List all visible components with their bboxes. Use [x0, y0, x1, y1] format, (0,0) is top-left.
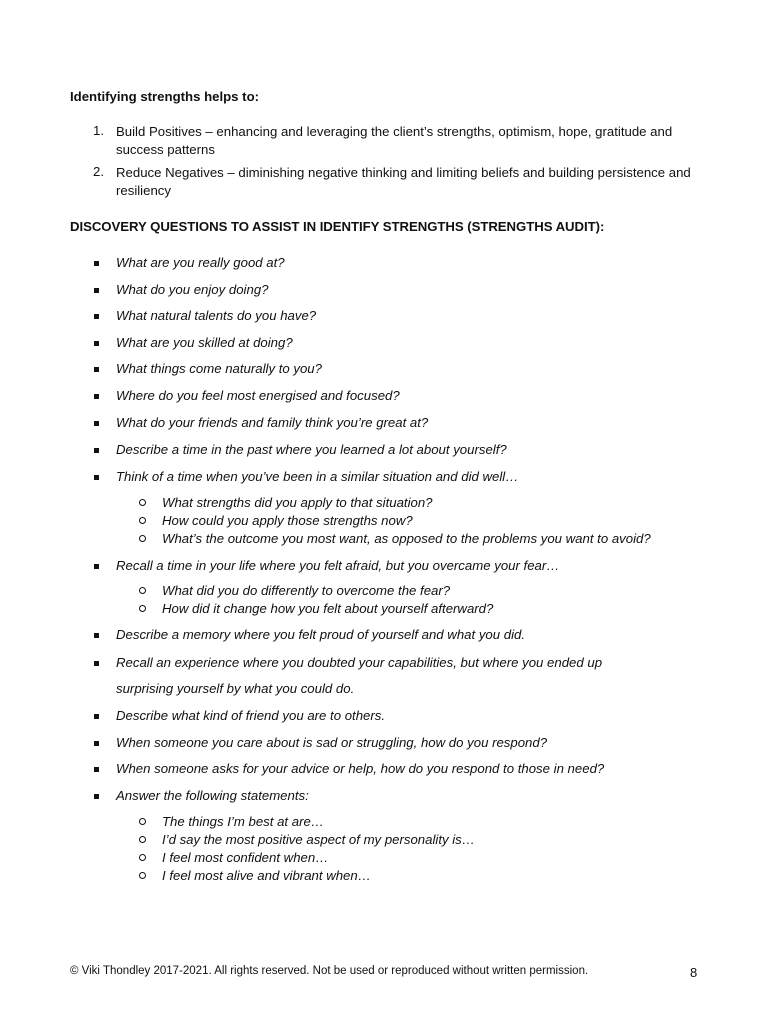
- square-bullet-icon: [94, 421, 99, 426]
- intro-heading: Identifying strengths helps to:: [70, 89, 260, 104]
- circle-bullet-icon: [139, 587, 146, 594]
- square-bullet-icon: [94, 767, 99, 772]
- square-bullet-icon: [94, 288, 99, 293]
- question-text: What do you enjoy doing?: [116, 282, 269, 297]
- sub-item-text: What’s the outcome you most want, as opposed to the problems you want to avoid?: [162, 531, 651, 546]
- sub-item-text: The things I’m best at are…: [162, 814, 324, 829]
- square-bullet-icon: [94, 314, 99, 319]
- question-text: What are you really good at?: [116, 255, 285, 270]
- item-text: Reduce Negatives – diminishing negative thinking and limiting beliefs and building persistence and resiliency: [116, 165, 691, 198]
- sub-item-text: How could you apply those strengths now?: [162, 513, 413, 528]
- question-text: Recall an experience where you doubted your capabilities, but where you ended up: [116, 655, 603, 670]
- circle-bullet-icon: [139, 605, 146, 612]
- sub-item-text: How did it change how you felt about yourself afterward?: [162, 601, 494, 616]
- sub-item-text: I’d say the most positive aspect of my personality is…: [162, 832, 475, 847]
- question-text: Recall a time in your life where you felt afraid, but you overcame your fear…: [116, 558, 560, 573]
- question-text: What are you skilled at doing?: [116, 335, 293, 350]
- circle-bullet-icon: [139, 499, 146, 506]
- item-text: Build Positives – enhancing and leveraging the client’s strengths, optimism, hope, gratitude and success patterns: [116, 124, 673, 157]
- question-text: Describe a time in the past where you learned a lot about yourself?: [116, 442, 507, 457]
- square-bullet-icon: [94, 794, 99, 799]
- circle-bullet-icon: [139, 517, 146, 524]
- square-bullet-icon: [94, 714, 99, 719]
- circle-bullet-icon: [139, 872, 146, 879]
- square-bullet-icon: [94, 261, 99, 266]
- question-text: surprising yourself by what you could do.: [116, 681, 355, 696]
- circle-bullet-icon: [139, 854, 146, 861]
- page-number: 8: [690, 965, 698, 980]
- square-bullet-icon: [94, 448, 99, 453]
- question-text: What natural talents do you have?: [116, 308, 317, 323]
- square-bullet-icon: [94, 564, 99, 569]
- discovery-heading: DISCOVERY QUESTIONS TO ASSIST IN IDENTIFY STRENGTHS (STRENGTHS AUDIT):: [70, 219, 605, 234]
- question-text: When someone asks for your advice or help, how do you respond to those in need?: [116, 761, 605, 776]
- item-number: 1.: [93, 123, 104, 138]
- sub-item-text: I feel most confident when…: [162, 850, 329, 865]
- sub-item-text: What strengths did you apply to that situation?: [162, 495, 433, 510]
- square-bullet-icon: [94, 341, 99, 346]
- question-text: Describe what kind of friend you are to others.: [116, 708, 386, 723]
- question-text: Where do you feel most energised and focused?: [116, 388, 400, 403]
- square-bullet-icon: [94, 367, 99, 372]
- circle-bullet-icon: [139, 818, 146, 825]
- square-bullet-icon: [94, 741, 99, 746]
- sub-item-text: What did you do differently to overcome the fear?: [162, 583, 451, 598]
- circle-bullet-icon: [139, 836, 146, 843]
- square-bullet-icon: [94, 661, 99, 666]
- square-bullet-icon: [94, 394, 99, 399]
- question-text: Think of a time when you’ve been in a similar situation and did well…: [116, 469, 519, 484]
- question-text: Describe a memory where you felt proud of yourself and what you did.: [116, 627, 526, 642]
- question-text: What things come naturally to you?: [116, 361, 322, 376]
- sub-item-text: I feel most alive and vibrant when…: [162, 868, 371, 883]
- question-text: What do your friends and family think you’re great at?: [116, 415, 429, 430]
- circle-bullet-icon: [139, 535, 146, 542]
- square-bullet-icon: [94, 633, 99, 638]
- square-bullet-icon: [94, 475, 99, 480]
- copyright-footer: © Viki Thondley 2017-2021. All rights reserved. Not be used or reproduced without written permission.: [70, 965, 589, 977]
- question-text: Answer the following statements:: [116, 788, 309, 803]
- question-text: When someone you care about is sad or struggling, how do you respond?: [116, 735, 548, 750]
- item-number: 2.: [93, 164, 104, 179]
